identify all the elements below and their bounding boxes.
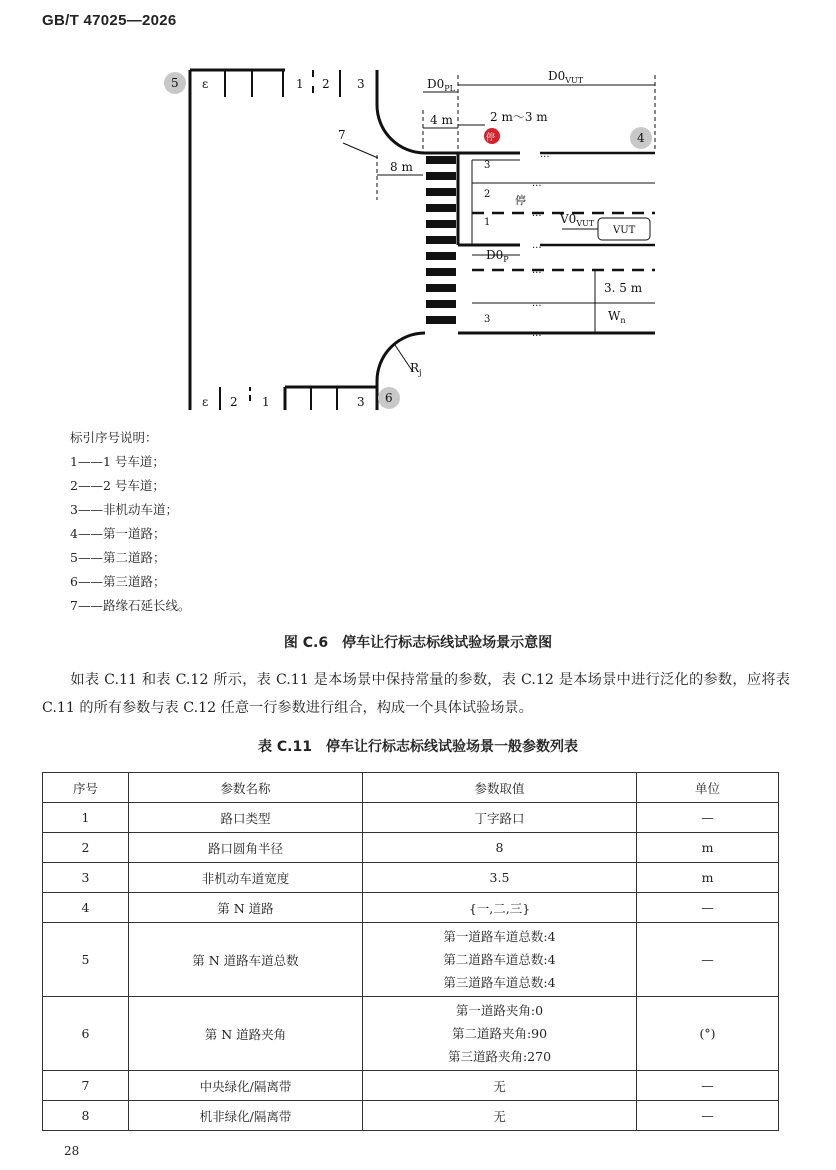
body-paragraph: 如表 C.11 和表 C.12 所示，表 C.11 是本场景中保持常量的参数，表 C.12 是本场景中进行泛化的参数，应将表 C.11 的所有参数与表 C.12 任意一行参数进行组合，构成一个具体试验场景。 — [42, 672, 790, 716]
cell-no: 4 — [43, 893, 129, 923]
legend-title: 标引序号说明： — [70, 430, 158, 445]
svg-text:V0VUT: $V0_{VUT}$ — [560, 212, 595, 228]
svg-text:5: 5 — [171, 76, 179, 90]
figure-caption: 图 C.6 停车让行标志标线试验场景示意图 — [283, 635, 553, 651]
svg-text:8 m: 8 m — [390, 160, 413, 174]
table-row — [43, 923, 779, 997]
intersection-diagram — [0, 0, 836, 420]
svg-text:1: 1 — [484, 217, 491, 228]
svg-text:3. 5 m: 3. 5 m — [604, 281, 643, 295]
legend-item: 6——第三道路； — [70, 574, 166, 589]
col-header: 单位 — [637, 773, 779, 803]
cell-unit: — — [637, 1071, 779, 1101]
cell-value: 无 — [363, 1101, 637, 1131]
cell-name: 第 N 道路车道总数 — [129, 923, 363, 997]
svg-text:D0P: $D0_P$ — [486, 248, 509, 264]
svg-text:2: 2 — [230, 395, 238, 409]
cell-name: 路口类型 — [129, 803, 363, 833]
legend-item: 2——2 号车道； — [70, 478, 165, 493]
table-row — [43, 833, 779, 863]
legend-item: 7——路缘石延长线。 — [70, 598, 191, 613]
callout-markers — [164, 72, 652, 409]
figure-text — [171, 69, 645, 409]
svg-text:ε: ε — [202, 77, 209, 91]
table-caption: 表 C.11 停车让行标志标线试验场景一般参数列表 — [258, 739, 578, 755]
cell-value: 3.5 — [363, 863, 637, 893]
table-row — [43, 893, 779, 923]
svg-text:...: ... — [532, 208, 542, 219]
svg-text:...: ... — [532, 178, 542, 189]
page-number: 28 — [64, 1144, 80, 1158]
svg-text:1: 1 — [262, 395, 270, 409]
svg-text:3: 3 — [357, 77, 365, 91]
svg-text:D0PL: $D0_{PL}$ — [427, 77, 455, 93]
cell-value: {一,二,三} — [363, 893, 637, 923]
svg-text:Wn: $W_n$ — [608, 309, 626, 325]
parameter-table — [42, 772, 779, 1131]
cell-name: 中央绿化/隔离带 — [129, 1071, 363, 1101]
svg-text:3: 3 — [357, 395, 365, 409]
svg-text:停: 停 — [486, 133, 496, 143]
cell-name: 非机动车道宽度 — [129, 863, 363, 893]
svg-text:2: 2 — [484, 189, 491, 200]
cell-value: 丁字路口 — [363, 803, 637, 833]
svg-text:ε: ε — [202, 395, 209, 409]
svg-text:7: 7 — [338, 128, 346, 142]
cell-name: 第 N 道路 — [129, 893, 363, 923]
svg-text:2 m～3 m: 2 m～3 m — [490, 110, 548, 124]
cell-no: 5 — [43, 923, 129, 997]
zebra-crossing — [426, 156, 456, 324]
top-lane-lines — [220, 70, 340, 410]
figure-legend — [70, 426, 190, 618]
legend-item: 3——非机动车道； — [70, 502, 178, 517]
col-header: 参数取值 — [363, 773, 637, 803]
cell-name: 路口圆角半径 — [129, 833, 363, 863]
table-row — [43, 997, 779, 1071]
svg-text:...: ... — [532, 298, 542, 309]
cell-unit: m — [637, 833, 779, 863]
table-row — [43, 1101, 779, 1131]
svg-text:3: 3 — [484, 160, 491, 171]
svg-text:...: ... — [540, 149, 550, 160]
svg-text:...: ... — [532, 265, 542, 276]
cell-value: 无 — [363, 1071, 637, 1101]
svg-text:2: 2 — [322, 77, 330, 91]
table-row — [43, 803, 779, 833]
standard-number: GB/T 47025—2026 — [42, 12, 177, 29]
col-header: 序号 — [43, 773, 129, 803]
cell-value: 第一道路车道总数:4 第二道路车道总数:4 第三道路车道总数:4 — [363, 923, 637, 997]
cell-unit: m — [637, 863, 779, 893]
cell-value: 8 — [363, 833, 637, 863]
svg-text:VUT: VUT — [613, 225, 636, 236]
svg-text:4 m: 4 m — [430, 113, 453, 127]
cell-value: 第一道路夹角:0 第二道路夹角:90 第三道路夹角:270 — [363, 997, 637, 1071]
cell-unit: — — [637, 923, 779, 997]
table-row — [43, 1071, 779, 1101]
cell-no: 3 — [43, 863, 129, 893]
svg-text:4: 4 — [637, 131, 645, 145]
cell-no: 1 — [43, 803, 129, 833]
cell-name: 第 N 道路夹角 — [129, 997, 363, 1071]
dimension-dashes — [377, 75, 655, 200]
table-header-row — [43, 773, 779, 803]
cell-name: 机非绿化/隔离带 — [129, 1101, 363, 1131]
col-header: 参数名称 — [129, 773, 363, 803]
svg-text:6: 6 — [385, 391, 393, 405]
dimension-arrows — [343, 85, 655, 372]
svg-text:3: 3 — [484, 314, 491, 325]
legend-item: 1——1 号车道； — [70, 454, 165, 469]
svg-text:...: ... — [532, 328, 542, 339]
cell-no: 6 — [43, 997, 129, 1071]
cell-no: 7 — [43, 1071, 129, 1101]
legend-item: 5——第二道路； — [70, 550, 166, 565]
legend-item: 4——第一道路； — [70, 526, 166, 541]
svg-text:1: 1 — [296, 77, 304, 91]
svg-text:...: ... — [532, 240, 542, 251]
cell-unit: — — [637, 1101, 779, 1131]
table-row — [43, 863, 779, 893]
cell-unit: — — [637, 893, 779, 923]
svg-text:Rj: $R_j$ — [410, 361, 422, 377]
cell-no: 8 — [43, 1101, 129, 1131]
cell-unit: — — [637, 803, 779, 833]
cell-unit: (°) — [637, 997, 779, 1071]
svg-text:D0VUT: $D0_{VUT}$ — [548, 69, 584, 85]
cell-no: 2 — [43, 833, 129, 863]
svg-text:停: 停 — [515, 194, 526, 207]
